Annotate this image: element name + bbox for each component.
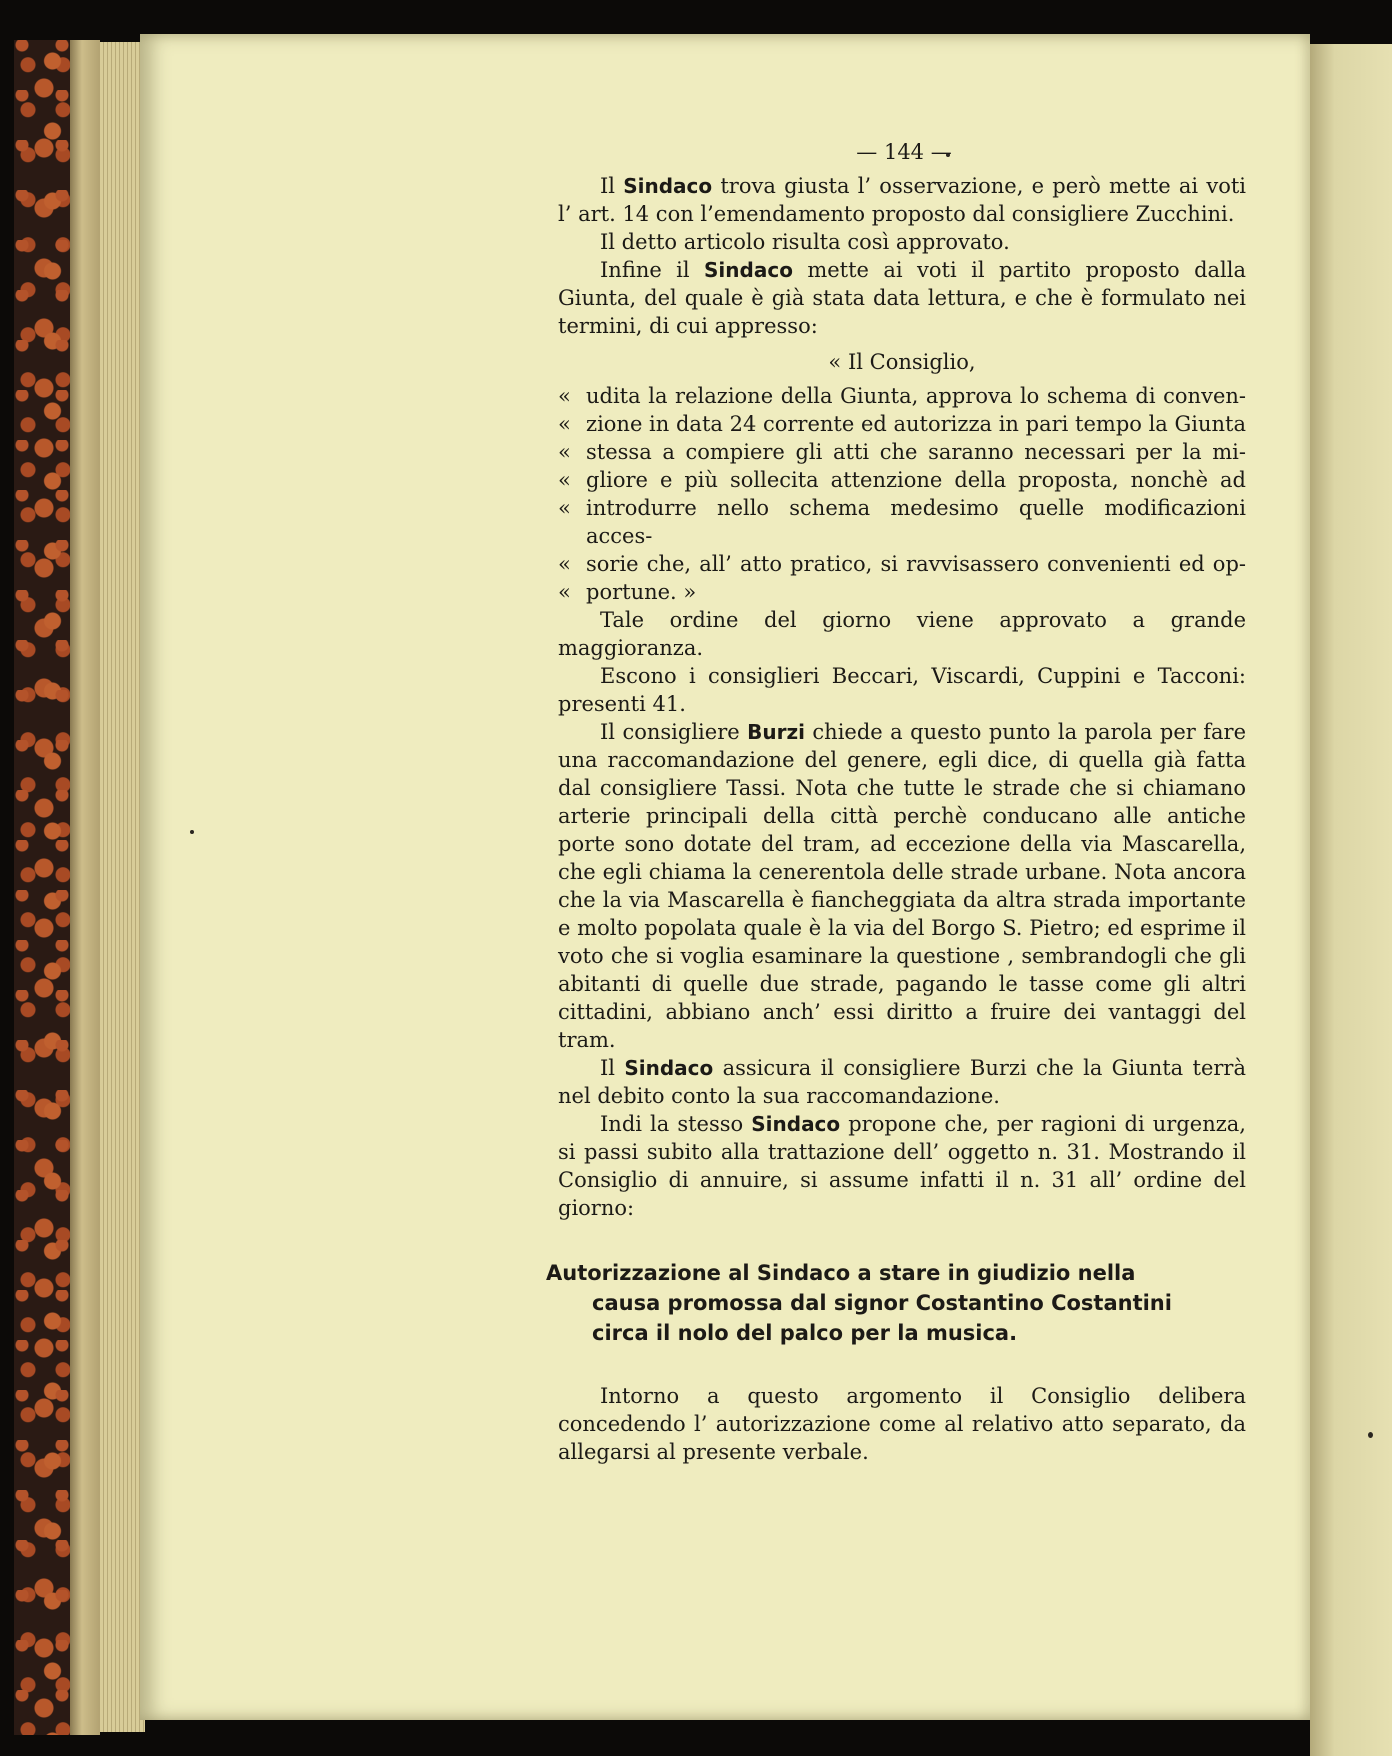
quoted-resolution	[558, 382, 1246, 606]
ink-speck	[1368, 1432, 1373, 1438]
quote-line: « portune. »	[558, 580, 697, 604]
quote-line: « gliore e più sollecita attenzione della proposta, nonchè ad	[558, 468, 1246, 492]
paragraph-6: Il consigliere Burzi chiede a questo punto la parola per fare una raccomandazione del genere, egli dice, di quella già fatta dal consigliere Tassi. Nota che tutte le strade che si chiamano arterie principali della città perchè conducano alle antiche porte sono dotate del tram, ad eccezione della via Mascarella, che egli chiama la cenerentola delle strade urbane. Nota ancora che la via Mascarella è fiancheggiata da altra strada importante e molto popolata quale è la via del Borgo S. Pietro; ed esprime il voto che si voglia esaminare la questione , sembrandogli che gli abitanti di quelle due strade, pagando le tasse come gli altri cittadini, abbiano anch’ essi diritto a fruire dei vantaggi del tram.	[558, 720, 1246, 1052]
heading-line: Autorizzazione al Sindaco a stare in giudizio nella	[546, 1261, 1136, 1285]
consiglio-heading: « Il Consiglio,	[828, 350, 976, 374]
paragraph-7: Il Sindaco assicura il consigliere Burzi che la Giunta terrà nel debito conto la sua raccomandazione.	[558, 1056, 1246, 1108]
paragraph-2: Il detto articolo risulta così approvato.	[600, 230, 1010, 254]
paragraph-3: Infine il Sindaco mette ai voti il partito proposto dalla Giunta, del quale è già stata data lettura, e che è formulato nei termini, di cui appresso:	[558, 258, 1246, 338]
paragraph-8: Indi la stesso Sindaco propone che, per ragioni di urgenza, si passi subito alla trattazione dell’ oggetto n. 31. Mostrando il Consiglio di annuire, si assume infatti il n. 31 all’ ordine del giorno:	[558, 1112, 1246, 1220]
paragraph-4: Tale ordine del giorno viene approvato a grande maggioranza.	[558, 608, 1246, 660]
quote-line: « introdurre nello schema medesimo quelle modificazioni acces-	[558, 496, 1246, 548]
heading-line: causa promossa dal signor Costantino Costantini	[592, 1291, 1172, 1315]
binding-edge	[70, 40, 100, 1735]
quote-line: « zione in data 24 corrente ed autorizza in pari tempo la Giunta	[558, 412, 1246, 436]
quote-line: « sorie che, all’ atto pratico, si ravvisassero convenienti ed op-	[558, 552, 1246, 576]
page-number: — 144 —	[856, 140, 952, 164]
heading-line: circa il nolo del palco per la musica.	[592, 1321, 1018, 1345]
next-page-edge	[1310, 44, 1392, 1756]
section-heading	[546, 1258, 1246, 1348]
paragraph-9: Intorno a questo argomento il Consiglio delibera concedendo l’ autorizzazione come al relativo atto separato, da allegarsi al presente verbale.	[558, 1384, 1246, 1464]
paragraph-5: Escono i consiglieri Beccari, Viscardi, Cuppini e Tacconi: presenti 41.	[558, 664, 1246, 716]
paragraph-1: Il Sindaco trova giusta l’ osservazione, e però mette ai voti l’ art. 14 con l’emendamento proposto dal consigliere Zucchini.	[558, 174, 1246, 226]
quote-line: « stessa a compiere gli atti che saranno necessari per la mi-	[558, 440, 1246, 464]
quote-line: « udita la relazione della Giunta, approva lo schema di conven-	[558, 384, 1246, 408]
page-content	[546, 138, 1246, 1466]
ink-speck	[190, 830, 194, 834]
page-stack-edge	[100, 42, 145, 1732]
